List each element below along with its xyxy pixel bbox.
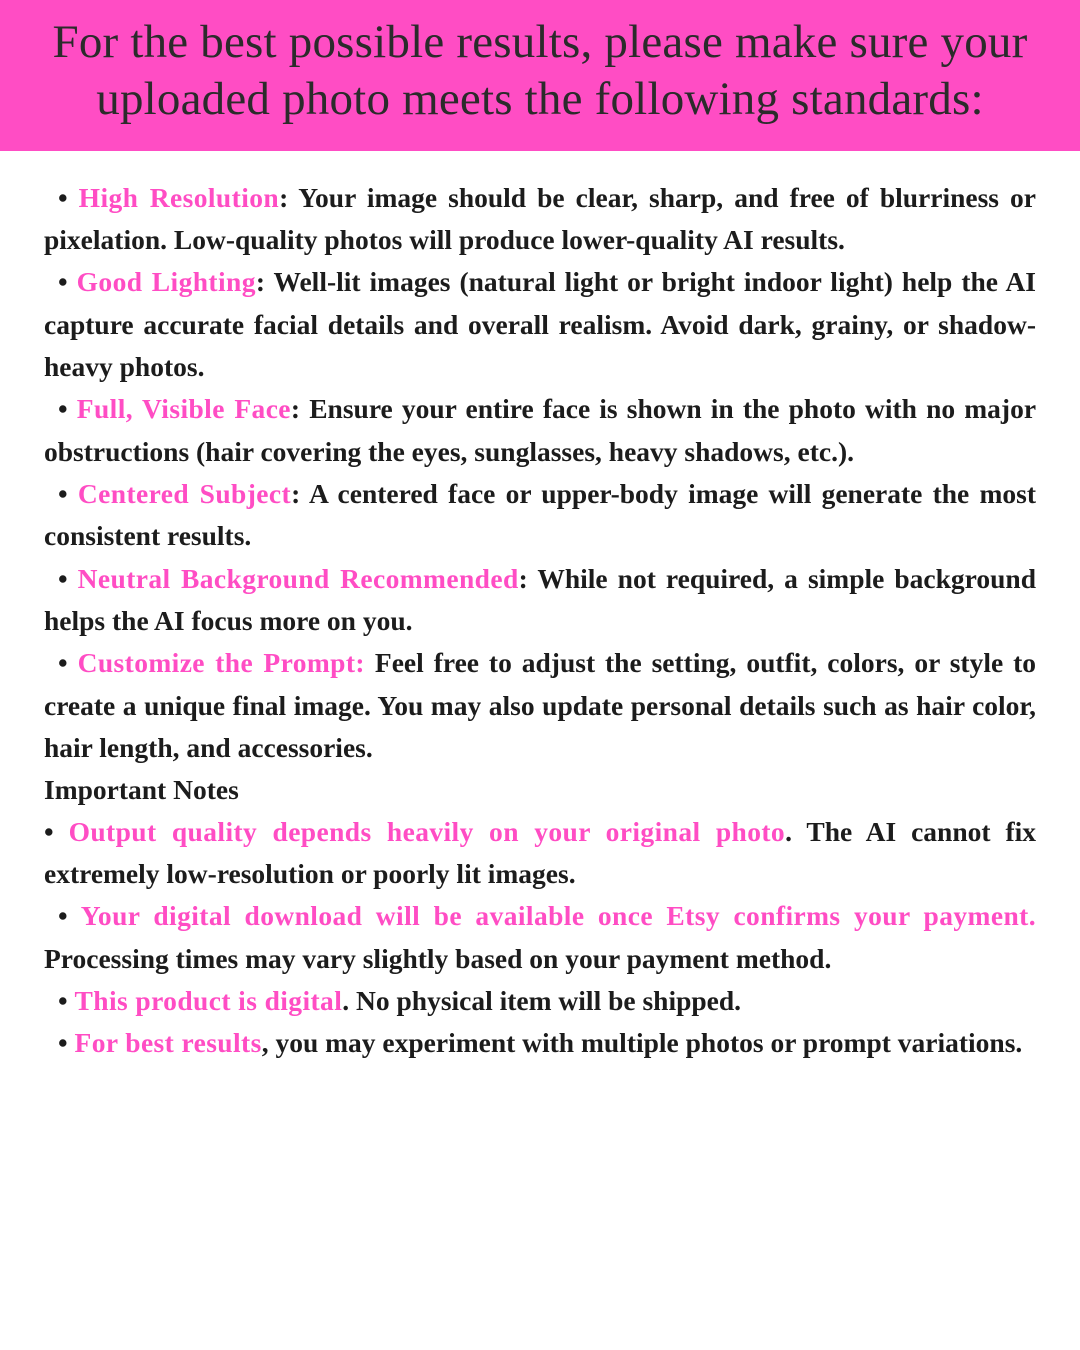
bullet-icon: • <box>58 1027 68 1059</box>
requirement-item <box>44 261 1036 388</box>
requirement-text: Feel free to adjust the setting, outfit, colors, or style to create a unique final image. You may also update personal details such as hair color, hair length, and accessories. <box>44 647 1037 764</box>
requirement-text: : Ensure your entire face is shown in the photo with no major obstructions (hair covering the eyes, sunglasses, heavy shadows, etc.). <box>44 393 1037 467</box>
requirement-keyword: Centered Subject <box>77 478 292 510</box>
note-keyword: For best results <box>74 1027 262 1059</box>
requirement-keyword: Customize the Prompt: <box>77 647 365 679</box>
requirement-item <box>44 473 1036 558</box>
requirement-keyword: Good Lighting <box>76 266 256 298</box>
requirement-text: : Your image should be clear, sharp, and free of blurriness or pixelation. Low-quality photos will produce lower-quality AI results. <box>44 181 1036 255</box>
note-text: , you may experiment with multiple photos or prompt variations. <box>261 1027 1023 1059</box>
bullet-icon: • <box>58 562 68 594</box>
bullet-icon: • <box>44 815 54 847</box>
requirement-item <box>44 177 1036 262</box>
note-item <box>44 895 1036 980</box>
note-text: . No physical item will be shipped. <box>342 985 742 1017</box>
requirement-item <box>44 558 1036 643</box>
requirement-item <box>44 388 1036 473</box>
bullet-icon: • <box>58 900 68 932</box>
note-item <box>44 1022 1036 1064</box>
requirements-content <box>0 151 1080 1065</box>
bullet-icon: • <box>58 478 68 510</box>
requirement-text: : While not required, a simple background helps the AI focus more on you. <box>44 562 1036 637</box>
requirement-text: : A centered face or upper-body image will generate the most consistent results. <box>44 478 1037 552</box>
bullet-icon: • <box>58 647 68 679</box>
bullet-icon: • <box>58 266 68 298</box>
note-keyword: Your digital download will be available once Etsy confirms your payment. <box>80 900 1036 932</box>
page-title: For the best possible results, please make sure your uploaded photo meets the following standards: <box>52 16 1028 126</box>
note-keyword: Output quality depends heavily on your original photo <box>68 815 786 847</box>
note-item <box>44 811 1036 896</box>
notes-heading: Important Notes <box>44 774 239 806</box>
note-keyword: This product is digital <box>74 985 343 1017</box>
note-item <box>44 980 1036 1022</box>
bullet-icon: • <box>58 181 68 213</box>
requirement-keyword: High Resolution <box>78 181 280 213</box>
bullet-icon: • <box>58 985 68 1017</box>
requirement-text: : Well-lit images (natural light or bright indoor light) help the AI capture accurate facial details and overall realism. Avoid dark, grainy, or shadow-heavy photos. <box>44 266 1036 383</box>
requirement-keyword: Full, Visible Face <box>76 393 291 425</box>
header-banner <box>0 0 1080 151</box>
bullet-icon: • <box>58 393 68 425</box>
note-text: . The AI cannot fix extremely low-resolution or poorly lit images. <box>44 815 1037 890</box>
requirement-item <box>44 642 1036 769</box>
requirement-keyword: Neutral Background Recommended <box>77 562 519 594</box>
note-text: Processing times may vary slightly based on your payment method. <box>44 942 832 974</box>
